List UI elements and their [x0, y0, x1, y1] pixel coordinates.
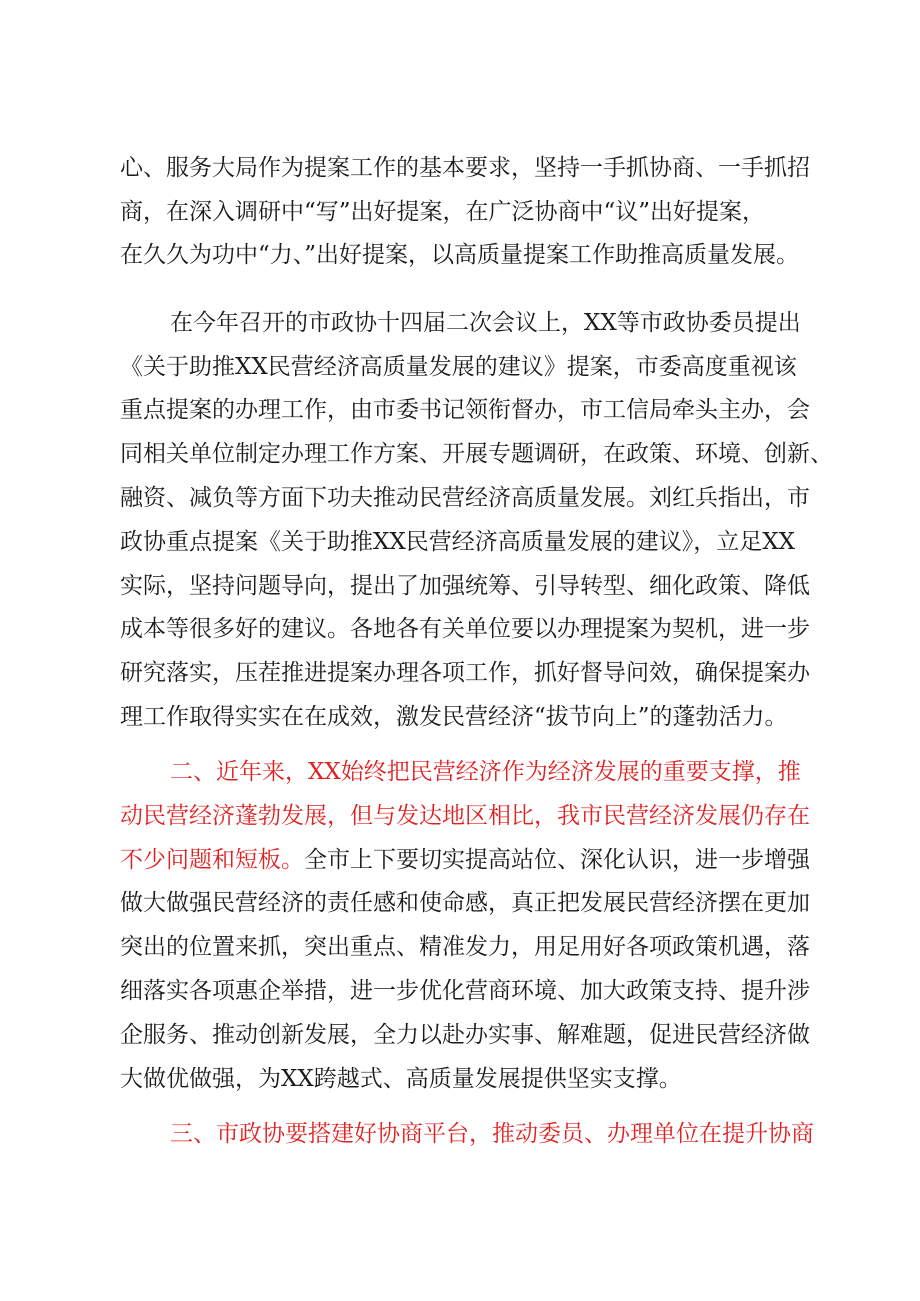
body-text: 突出的位置来抓，突出重点、精准发力，用足用好各项政策机遇，落: [120, 934, 810, 960]
text-line: [170, 1112, 838, 1156]
body-text: 心、服务大局作为提案工作的基本要求，坚持一手抓协商、一手抓招: [120, 155, 810, 181]
text-line: [120, 695, 838, 739]
body-text: 同相关单位制定办理工作方案、开展专题调研，在政策、环境、创新、: [120, 441, 833, 467]
body-text: 在今年召开的市政协十四届二次会议上，XX等市政协委员提出: [170, 310, 801, 336]
body-text: 理工作取得实实在在成效，激发民营经济“拔节向上”的蓬勃活力。: [120, 704, 788, 730]
text-line: [120, 432, 838, 476]
highlighted-text: 三、市政协要搭建好协商平台，推动委员、办理单位在提升协商: [170, 1121, 814, 1147]
text-line: [120, 476, 838, 520]
body-text: 做大做强民营经济的责任感和使命感，真正把发展民营经济摆在更加: [120, 890, 810, 916]
body-text: 重点提案的办理工作，由市委书记领衔督办，市工信局牵头主办，会: [120, 397, 810, 423]
text-line: [120, 345, 838, 389]
text-line: [120, 520, 838, 564]
text-line: [120, 838, 838, 882]
text-line: [120, 881, 838, 925]
highlighted-text: 动民营经济蓬勃发展，但与发达地区相比，我市民营经济发展仍存在: [120, 803, 810, 829]
text-line: [120, 1057, 838, 1101]
body-text: 《关于助推XX民营经济高质量发展的建议》提案，市委高度重视该: [120, 354, 797, 380]
body-text: 细落实各项惠企举措，进一步优化营商环境、加大政策支持、提升涉: [120, 978, 810, 1004]
body-text: 商，在深入调研中“写”出好提案，在广泛协商中“议”出好提案，: [120, 199, 766, 225]
body-text: 大做优做强，为XX跨越式、高质量发展提供坚实支撑。: [120, 1066, 682, 1092]
text-line: [120, 925, 838, 969]
text-line: [120, 1013, 838, 1057]
highlighted-text: 不少问题和短板。: [120, 847, 304, 873]
text-line: [120, 651, 838, 695]
body-text: 在久久为功中“力、”出好提案，以高质量提案工作助推高质量发展。: [120, 242, 800, 268]
text-line: [170, 750, 838, 794]
highlighted-text: 二、近年来，XX始终把民营经济作为经济发展的重要支撑，推: [170, 759, 801, 785]
body-text: 政协重点提案《关于助推XX民营经济高质量发展的建议》，立足XX: [120, 529, 795, 555]
text-line: [120, 794, 838, 838]
text-line: [120, 607, 838, 651]
text-line: [120, 233, 838, 277]
text-line: [120, 146, 838, 190]
body-text: 融资、减负等方面下功夫推动民营经济高质量发展。刘红兵指出，市: [120, 485, 810, 511]
body-text: 成本等很多好的建议。各地各有关单位要以办理提案为契机，进一步: [120, 616, 810, 642]
body-text: 企服务、推动创新发展，全力以赴办实事、解难题，促进民营经济做: [120, 1022, 810, 1048]
text-line: [120, 388, 838, 432]
text-line: [120, 190, 838, 234]
body-text: 研究落实，压茬推进提案办理各项工作，抓好督导问效，确保提案办: [120, 660, 810, 686]
body-text: 实际，坚持问题导向，提出了加强统筹、引导转型、细化政策、降低: [120, 573, 810, 599]
body-text: 全市上下要切实提高站位、深化认识，进一步增强: [304, 847, 810, 873]
text-line: [170, 301, 838, 345]
text-line: [120, 564, 838, 608]
text-line: [120, 969, 838, 1013]
